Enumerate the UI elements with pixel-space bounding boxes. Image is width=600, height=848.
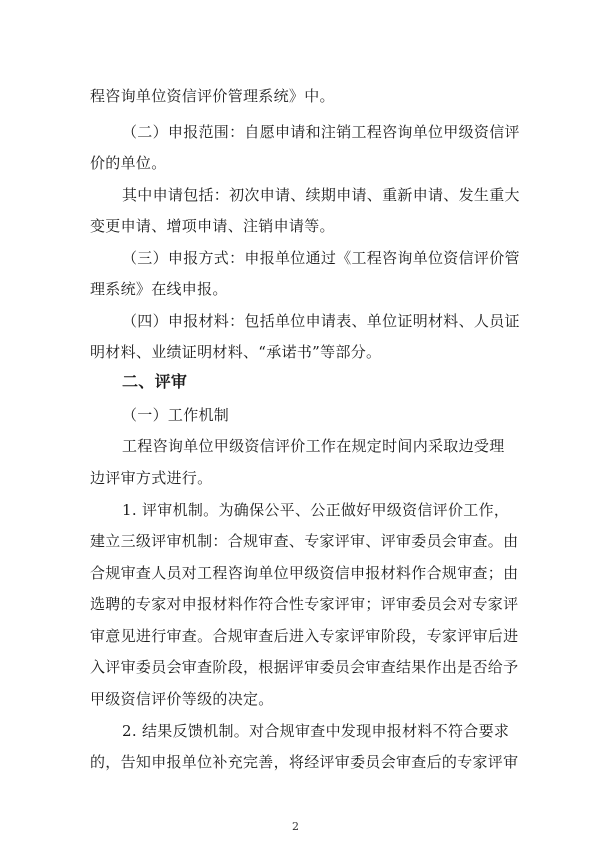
page-number: 2 xyxy=(292,820,299,833)
text-line: 入评审委员会审查阶段，根据评审委员会审查结果作出是否给予 xyxy=(90,658,519,676)
text-line: 合规审查人员对工程咨询单位甲级资信申报材料作合规审查；由 xyxy=(90,564,519,582)
text-line: 甲级资信评价等级的决定。 xyxy=(90,690,274,708)
text-line: 变更申请、增项申请、注销申请等。 xyxy=(90,217,335,235)
subsection-heading: （一）工作机制 xyxy=(122,406,230,424)
text-line: 理系统》在线申报。 xyxy=(90,280,228,298)
text-line: （三）申报方式：申报单位通过《工程咨询单位资信评价管 xyxy=(122,249,520,267)
text-line: 1. 评审机制。为确保公平、公正做好甲级资信评价工作， xyxy=(122,501,510,519)
text-line: 建立三级评审机制：合规审查、专家评审、评审委员会审查。由 xyxy=(90,532,519,550)
text-line: 工程咨询单位甲级资信评价工作在规定时间内采取边受理 xyxy=(122,437,505,455)
text-line: 价的单位。 xyxy=(90,154,167,172)
text-line: （四）申报材料：包括单位申请表、单位证明材料、人员证 xyxy=(122,312,520,330)
text-line: 审意见进行审查。合规审查后进入专家评审阶段，专家评审后进 xyxy=(90,627,519,645)
text-line: 边评审方式进行。 xyxy=(90,469,213,487)
text-line: （二）申报范围：自愿申请和注销工程咨询单位甲级资信评 xyxy=(122,123,520,141)
text-line: 2. 结果反馈机制。对合规审查中发现申报材料不符合要求 xyxy=(122,722,510,740)
text-line: 明材料、业绩证明材料、“承诺书”等部分。 xyxy=(90,343,382,361)
text-line: 的，告知申报单位补充完善，将经评审委员会审查后的专家评审 xyxy=(90,753,519,771)
text-line: 选聘的专家对申报材料作符合性专家评审；评审委员会对专家评 xyxy=(90,595,519,613)
text-line: 其中申请包括：初次申请、续期申请、重新申请、发生重大 xyxy=(122,186,520,204)
text-line: 程咨询单位资信评价管理系统》中。 xyxy=(90,87,335,105)
section-heading: 二、评审 xyxy=(122,372,188,391)
